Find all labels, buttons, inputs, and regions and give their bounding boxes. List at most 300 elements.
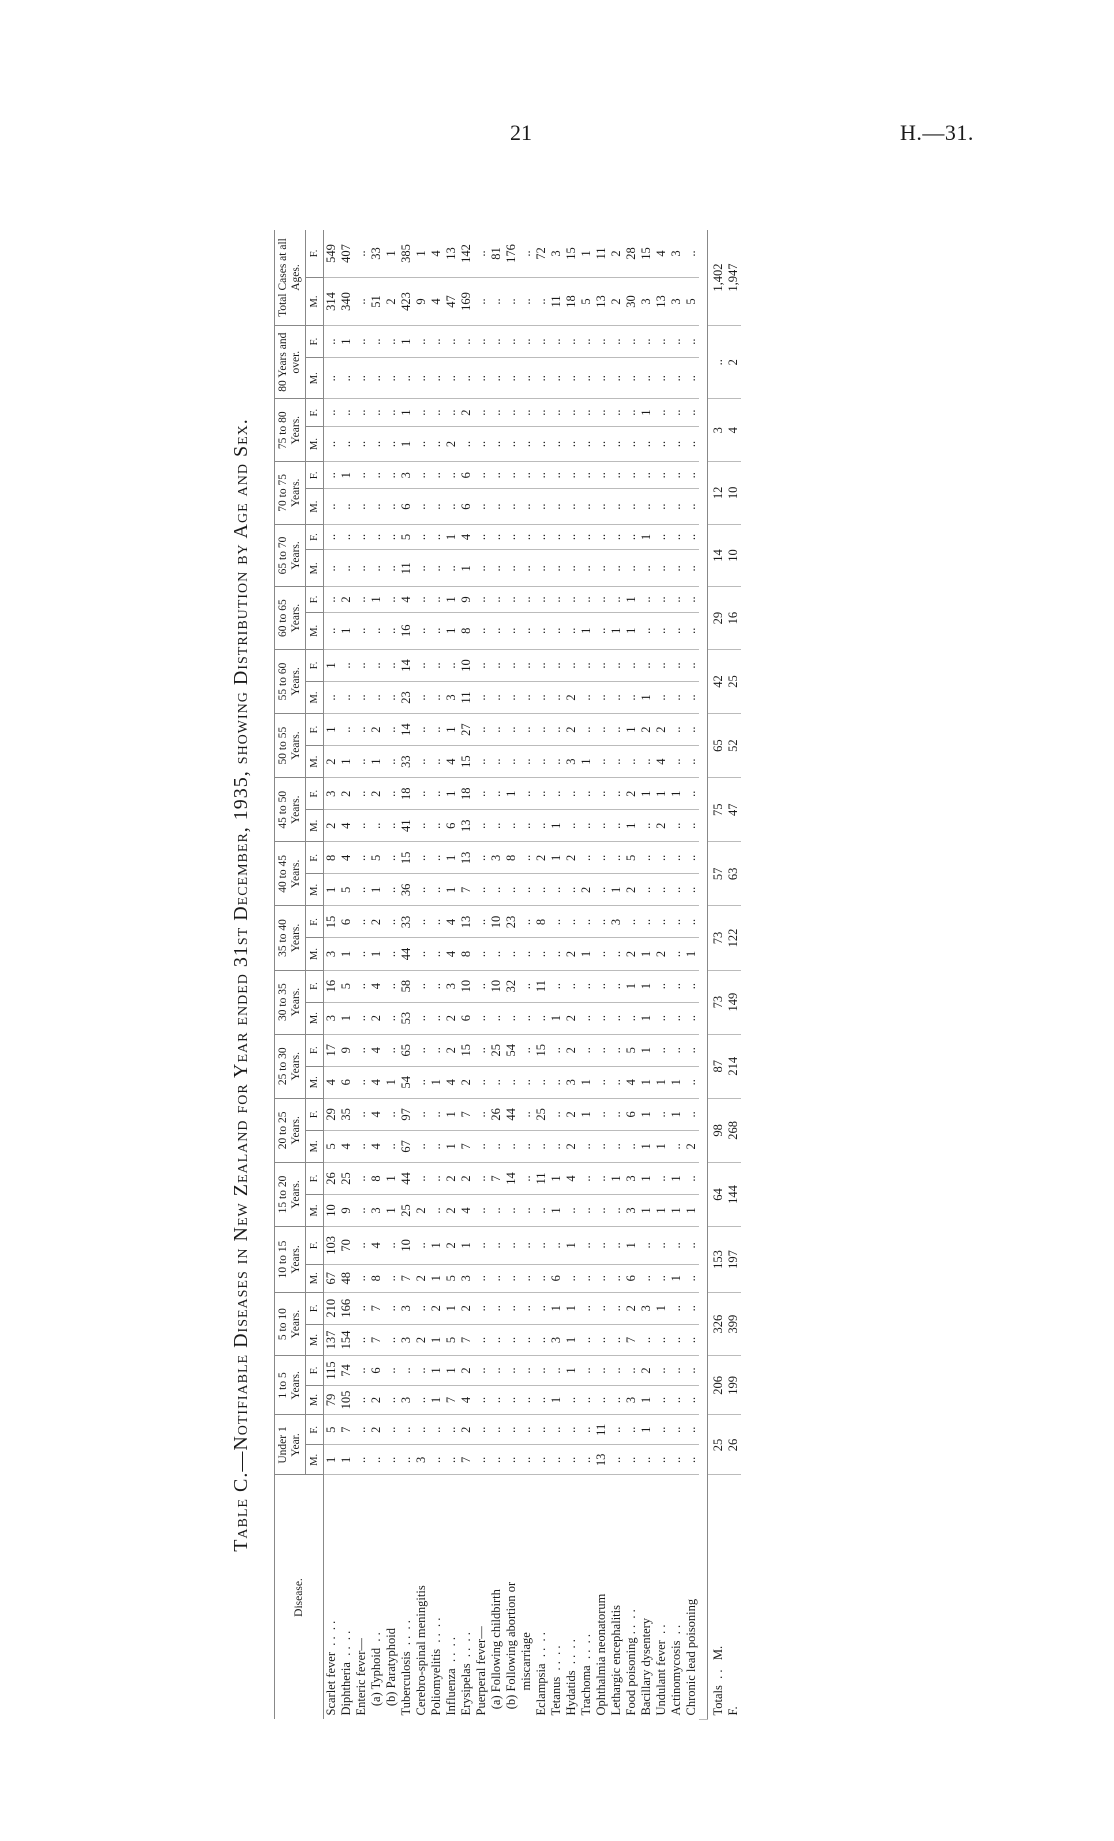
table-cell: 1 [339, 462, 354, 489]
table-cell: .. [519, 325, 534, 357]
table-cell: .. [354, 1162, 369, 1194]
table-cell: 6 [624, 1264, 639, 1292]
table-cell: 9 [339, 1195, 354, 1227]
table-cell: .. [429, 746, 444, 778]
disease-name: Tetanus . . . . [549, 1645, 563, 1716]
table-cell: 1 [624, 587, 639, 612]
table-cell: 1 [429, 1385, 444, 1415]
table-cell: .. [384, 714, 399, 746]
table-cell: .. [579, 1264, 594, 1292]
table-cell: 4 [444, 938, 459, 970]
table-cell: .. [654, 1264, 669, 1292]
table-cell: 2 [609, 230, 624, 277]
table-cell: 44 [504, 1098, 519, 1130]
totals-cell: 122 [726, 906, 741, 970]
table-cell: .. [654, 489, 669, 524]
table-cell: 29 [324, 1098, 340, 1130]
table-cell: 3 [414, 1445, 429, 1475]
table-cell: .. [639, 1445, 654, 1475]
table-cell: .. [654, 550, 669, 587]
table-cell: .. [474, 1356, 489, 1385]
table-cell: 2 [459, 1066, 474, 1098]
table-cell: 1 [549, 842, 564, 874]
table-cell: .. [624, 682, 639, 714]
table-cell: 1 [549, 1195, 564, 1227]
table-cell: .. [609, 426, 624, 461]
table-cell: .. [474, 524, 489, 550]
table-cell: .. [354, 1292, 369, 1324]
table-cell: 2 [654, 714, 669, 746]
table-cell: 8 [504, 842, 519, 874]
table-cell: 1 [609, 1162, 624, 1194]
table-cell: 1 [669, 1066, 684, 1098]
table-cell: .. [534, 1292, 549, 1324]
table-cell: 1 [339, 746, 354, 778]
totals-cell: 26 [726, 1415, 741, 1475]
table-cell: .. [474, 1445, 489, 1475]
male-header: M. [306, 682, 324, 714]
table-cell: .. [339, 714, 354, 746]
table-cell: 4 [444, 746, 459, 778]
table-cell: .. [519, 612, 534, 649]
table-cell: 1 [579, 1066, 594, 1098]
table-cell: 169 [459, 277, 474, 325]
table-cell: 11 [459, 682, 474, 714]
table-cell: .. [609, 746, 624, 778]
male-header: M. [306, 1385, 324, 1415]
table-cell: .. [414, 906, 429, 938]
table-cell: .. [534, 1445, 549, 1475]
table-cell: .. [354, 746, 369, 778]
table-cell: .. [534, 1066, 549, 1098]
table-cell: 4 [399, 587, 414, 612]
table-cell: .. [579, 524, 594, 550]
table-title: Table C.—Notifiable Diseases in New Zealand for Year ended 31st December, 1935, showing Distribution by Age and Sex. [230, 418, 252, 1552]
table-cell: 5 [579, 277, 594, 325]
table-cell: .. [489, 1002, 504, 1034]
table-cell: 4 [369, 970, 384, 1002]
table-cell: 33 [399, 746, 414, 778]
table-cell: .. [594, 462, 609, 489]
table-cell: .. [669, 426, 684, 461]
table-cell: 1 [339, 612, 354, 649]
table-cell: .. [429, 682, 444, 714]
table-cell: 14 [399, 714, 414, 746]
table-row [369, 230, 384, 1720]
table-cell: 1 [579, 612, 594, 649]
table-cell: .. [519, 1385, 534, 1415]
table-cell: .. [609, 1445, 624, 1475]
totals-cell: 149 [726, 970, 741, 1034]
female-header: F. [306, 649, 324, 681]
table-cell: .. [519, 1292, 534, 1324]
table-cell: 23 [504, 906, 519, 938]
table-cell: .. [414, 1356, 429, 1385]
table-cell: 2 [639, 1356, 654, 1385]
totals-cell: 64 [708, 1162, 727, 1226]
table-cell: .. [564, 399, 579, 426]
table-cell: .. [624, 1445, 639, 1475]
totals-cell: 10 [726, 462, 741, 525]
table-cell: .. [594, 1162, 609, 1194]
table-cell: 1 [624, 1227, 639, 1264]
male-header: M. [306, 810, 324, 842]
table-cell: .. [669, 906, 684, 938]
table-cell: .. [669, 587, 684, 612]
table-cell: .. [564, 489, 579, 524]
totals-cell: 63 [726, 842, 741, 906]
table-cell: 1 [564, 1292, 579, 1324]
table-cell: .. [354, 230, 369, 277]
totals-cell: 65 [708, 714, 727, 778]
table-cell: 7 [489, 1162, 504, 1194]
table-cell: .. [369, 325, 384, 357]
disease-name: Influenza . . . . [444, 1637, 458, 1716]
table-cell: .. [654, 399, 669, 426]
table-cell: 3 [444, 682, 459, 714]
table-cell: .. [474, 1415, 489, 1445]
table-cell: .. [639, 906, 654, 938]
table-cell: 1 [444, 1292, 459, 1324]
table-row [399, 230, 414, 1720]
male-header: M. [306, 1002, 324, 1034]
male-header: M. [306, 426, 324, 461]
table-cell: 2 [459, 1162, 474, 1194]
male-header: M. [306, 938, 324, 970]
table-cell: 74 [339, 1356, 354, 1385]
table-cell: .. [489, 489, 504, 524]
table-cell: .. [489, 682, 504, 714]
page-number: 21 [510, 120, 532, 145]
table-cell: .. [384, 778, 399, 810]
table-cell: .. [594, 1098, 609, 1130]
table-cell: 1 [609, 612, 624, 649]
table-cell: .. [504, 358, 519, 399]
table-cell: 10 [399, 1227, 414, 1264]
table-cell: 1 [654, 778, 669, 810]
table-cell: 8 [324, 842, 340, 874]
disease-name: (b) Paratyphoid [384, 1628, 398, 1716]
table-cell: .. [684, 1098, 699, 1130]
table-cell: .. [579, 842, 594, 874]
table-cell: .. [384, 426, 399, 461]
table-cell: .. [579, 778, 594, 810]
totals-cell: 399 [726, 1292, 741, 1355]
table-cell: 1 [369, 874, 384, 906]
age-group-header: 1 to 5 Years. [275, 1356, 306, 1415]
female-header: F. [306, 1034, 324, 1066]
table-cell: .. [609, 778, 624, 810]
table-cell: .. [414, 524, 429, 550]
table-cell: .. [609, 1098, 624, 1130]
table-cell: .. [489, 1445, 504, 1475]
table-cell: .. [444, 358, 459, 399]
table-row [429, 230, 444, 1720]
table-cell: .. [564, 1445, 579, 1475]
table-cell: .. [444, 462, 459, 489]
totals-female-label: F. [726, 1706, 740, 1716]
table-cell: .. [474, 1098, 489, 1130]
table-cell: .. [684, 550, 699, 587]
table-cell: .. [684, 778, 699, 810]
table-row [459, 230, 474, 1720]
table-cell: 1 [684, 938, 699, 970]
table-cell: 10 [459, 970, 474, 1002]
table-cell: 2 [369, 714, 384, 746]
table-cell: .. [549, 426, 564, 461]
table-cell: 1 [654, 1292, 669, 1324]
table-cell: .. [594, 358, 609, 399]
table-cell: .. [384, 587, 399, 612]
table-cell: .. [549, 1415, 564, 1445]
table-cell: 65 [399, 1034, 414, 1066]
table-cell: .. [369, 462, 384, 489]
table-cell: .. [354, 399, 369, 426]
table-cell: 1 [369, 587, 384, 612]
table-cell: .. [459, 358, 474, 399]
table-cell: 11 [534, 1162, 549, 1194]
table-cell: .. [429, 489, 444, 524]
table-cell: .. [609, 524, 624, 550]
female-header: F. [306, 1292, 324, 1324]
table-cell: .. [564, 550, 579, 587]
table-cell: 5 [399, 524, 414, 550]
table-cell: 3 [639, 1292, 654, 1324]
table-cell: .. [474, 778, 489, 810]
table-cell: 18 [459, 778, 474, 810]
table-cell: .. [414, 1002, 429, 1034]
table-cell: .. [684, 842, 699, 874]
table-cell: 1 [339, 938, 354, 970]
table-cell: .. [429, 1034, 444, 1066]
table-cell: .. [354, 358, 369, 399]
table-cell: .. [594, 778, 609, 810]
table-cell: .. [684, 746, 699, 778]
table-cell: .. [384, 1002, 399, 1034]
table-cell: 115 [324, 1356, 340, 1385]
table-cell: 2 [564, 1130, 579, 1162]
totals-cell: 25 [726, 649, 741, 713]
disease-name: (a) Typhoid . . [369, 1632, 383, 1716]
table-cell: .. [399, 358, 414, 399]
table-cell: .. [669, 1130, 684, 1162]
table-cell: .. [534, 1324, 549, 1356]
totals-label: Totals . . M. [708, 1475, 727, 1720]
table-cell: .. [414, 399, 429, 426]
table-cell: .. [564, 649, 579, 681]
totals-cell: 3 [708, 399, 727, 462]
table-cell: .. [519, 970, 534, 1002]
table-cell: .. [519, 1324, 534, 1356]
table-cell: .. [474, 874, 489, 906]
table-cell: .. [354, 810, 369, 842]
female-header: F. [306, 399, 324, 426]
table-cell: 1 [429, 1264, 444, 1292]
table-cell: .. [504, 714, 519, 746]
table-cell: .. [669, 1227, 684, 1264]
disease-name: Ophthalmia neonatorum [594, 1593, 608, 1716]
table-cell: .. [669, 524, 684, 550]
table-cell: .. [354, 906, 369, 938]
table-cell: 7 [369, 1292, 384, 1324]
table-cell: 35 [339, 1098, 354, 1130]
table-cell: .. [354, 1264, 369, 1292]
age-group-header: 60 to 65 Years. [275, 587, 306, 650]
table-cell: .. [354, 778, 369, 810]
table-cell: .. [369, 550, 384, 587]
table-cell: 11 [594, 1415, 609, 1445]
table-cell: 2 [579, 874, 594, 906]
table-cell: 2 [609, 277, 624, 325]
table-cell: 3 [399, 1292, 414, 1324]
table-cell: .. [489, 1292, 504, 1324]
table-cell: 7 [444, 1385, 459, 1415]
age-group-header: 75 to 80 Years. [275, 399, 306, 462]
table-cell: 4 [624, 1066, 639, 1098]
table-cell: 1 [324, 649, 340, 681]
table-cell: .. [594, 1324, 609, 1356]
table-cell: .. [669, 1002, 684, 1034]
table-cell: 1 [639, 1066, 654, 1098]
table-cell: .. [594, 1227, 609, 1264]
age-group-header: Under 1 Year. [275, 1415, 306, 1475]
table-cell: 2 [444, 426, 459, 461]
table-cell: .. [504, 1385, 519, 1415]
table-cell: .. [429, 1098, 444, 1130]
table-cell: .. [414, 874, 429, 906]
table-cell: .. [669, 682, 684, 714]
table-cell: .. [519, 649, 534, 681]
table-cell: 2 [459, 1356, 474, 1385]
table-cell: .. [414, 714, 429, 746]
table-cell: .. [384, 524, 399, 550]
table-cell: .. [609, 325, 624, 357]
table-cell: 72 [534, 230, 549, 277]
table-cell: .. [519, 682, 534, 714]
table-cell: .. [474, 1227, 489, 1264]
table-cell: 1 [324, 714, 340, 746]
table-cell: .. [384, 1227, 399, 1264]
table-cell: .. [594, 682, 609, 714]
table-cell: 44 [399, 938, 414, 970]
table-cell: .. [534, 1130, 549, 1162]
table-cell: .. [639, 810, 654, 842]
table-cell: .. [579, 325, 594, 357]
table-cell: .. [444, 489, 459, 524]
table-cell: 4 [369, 1098, 384, 1130]
table-cell: 154 [339, 1324, 354, 1356]
table-cell: .. [474, 970, 489, 1002]
disease-header: Disease. [275, 1475, 324, 1720]
table-cell: .. [384, 746, 399, 778]
table-cell: .. [579, 649, 594, 681]
totals-cell: 2 [726, 325, 741, 398]
table-cell: .. [549, 1066, 564, 1098]
table-cell: .. [429, 587, 444, 612]
table-cell: .. [579, 1162, 594, 1194]
table-cell: .. [429, 938, 444, 970]
table-cell: .. [369, 426, 384, 461]
table-cell: 1 [624, 612, 639, 649]
table-cell: .. [444, 1445, 459, 1475]
table-cell: .. [474, 746, 489, 778]
table-cell: .. [519, 426, 534, 461]
table-cell: .. [324, 682, 340, 714]
table-cell: 2 [324, 810, 340, 842]
table-cell: .. [384, 1324, 399, 1356]
table-cell: 4 [324, 1066, 340, 1098]
table-cell: .. [609, 1002, 624, 1034]
table-cell: .. [414, 358, 429, 399]
table-cell: .. [354, 1385, 369, 1415]
table-cell: .. [594, 938, 609, 970]
table-cell: .. [669, 612, 684, 649]
table-cell: .. [564, 810, 579, 842]
table-cell: .. [504, 1292, 519, 1324]
totals-cell: 75 [708, 778, 727, 842]
age-group-header: 25 to 30 Years. [275, 1034, 306, 1098]
table-cell: 1 [429, 1066, 444, 1098]
male-header: M. [306, 1324, 324, 1356]
table-cell: .. [519, 810, 534, 842]
table-cell: .. [579, 1445, 594, 1475]
table-cell: .. [504, 682, 519, 714]
table-cell: .. [384, 1415, 399, 1445]
disease-name: Undulant fever . . [654, 1624, 668, 1716]
table-cell: .. [504, 612, 519, 649]
table-cell: 5 [324, 1130, 340, 1162]
totals-cell: 57 [708, 842, 727, 906]
table-cell: .. [429, 358, 444, 399]
table-cell: 1 [564, 1227, 579, 1264]
table-cell: .. [519, 358, 534, 399]
table-cell: .. [669, 462, 684, 489]
table-cell: 1 [654, 1130, 669, 1162]
table-cell: .. [669, 399, 684, 426]
table-cell: .. [519, 489, 534, 524]
table-cell: 1 [639, 1415, 654, 1445]
table-cell: .. [384, 489, 399, 524]
table-cell: 2 [369, 778, 384, 810]
table-cell: .. [579, 682, 594, 714]
table-cell: .. [639, 649, 654, 681]
table-cell: 2 [414, 1324, 429, 1356]
table-cell: 1 [399, 325, 414, 357]
table-cell: .. [474, 649, 489, 681]
table-cell: .. [609, 1415, 624, 1445]
male-header: M. [306, 1195, 324, 1227]
table-cell: .. [384, 550, 399, 587]
table-cell: .. [429, 1130, 444, 1162]
table-row [489, 230, 504, 1720]
table-cell: .. [429, 462, 444, 489]
table-cell: .. [474, 938, 489, 970]
table-cell: .. [519, 399, 534, 426]
table-cell: .. [609, 399, 624, 426]
table-cell: 15 [564, 230, 579, 277]
table-cell: .. [669, 1356, 684, 1385]
table-cell: .. [534, 778, 549, 810]
table-cell: 10 [324, 1195, 340, 1227]
table-cell: 2 [624, 874, 639, 906]
table-cell: .. [594, 906, 609, 938]
table-cell: .. [654, 682, 669, 714]
table-cell: 1 [639, 682, 654, 714]
female-header: F. [306, 1162, 324, 1194]
disease-name: (b) Following abortion or [504, 1581, 518, 1716]
totals-cell: 214 [726, 1034, 741, 1098]
totals-cell: 144 [726, 1162, 741, 1226]
